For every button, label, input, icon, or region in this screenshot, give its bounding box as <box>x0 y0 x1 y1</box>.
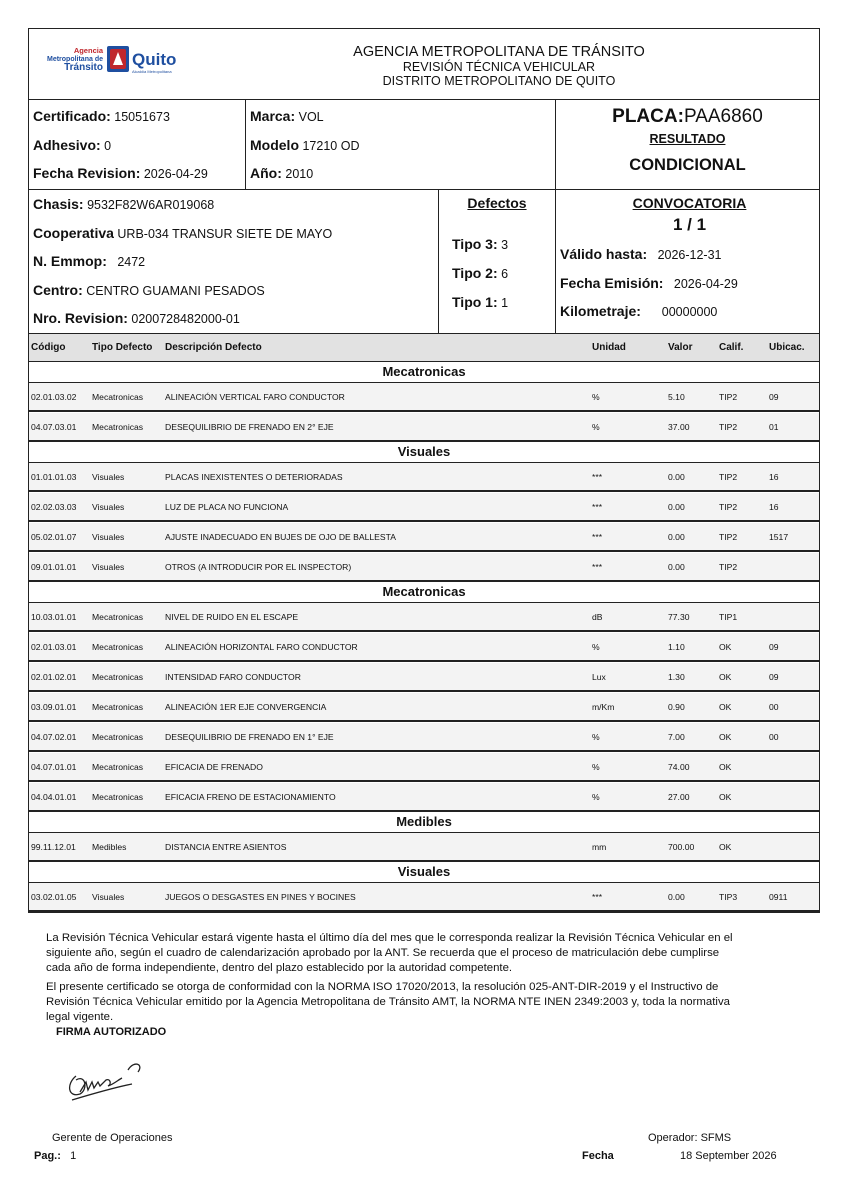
cell-tipo: Mecatronicas <box>92 761 144 772</box>
fecha-label: Fecha <box>582 1150 614 1162</box>
centro-field: Centro: CENTRO GUAMANI PESADOS <box>33 281 265 298</box>
centro-value: CENTRO GUAMANI PESADOS <box>86 283 265 298</box>
nro-revision-field: Nro. Revision: 0200728482000-01 <box>33 310 240 326</box>
cell-codigo: 02.02.03.03 <box>31 501 77 512</box>
cell-calif: OK <box>719 701 732 712</box>
page-number-value: 1 <box>70 1150 77 1162</box>
anio-field: Año: 2010 <box>250 165 314 181</box>
cell-calif: TIP2 <box>719 561 738 572</box>
cell-ubicac: 01 <box>769 421 779 432</box>
table-row <box>29 753 819 782</box>
cell-codigo: 04.07.03.01 <box>31 421 77 432</box>
convocatoria-block <box>556 190 819 333</box>
modelo-field: Modelo 17210 OD <box>250 136 360 153</box>
header-ubicac: Ubicac. <box>769 342 805 353</box>
header-codigo: Código <box>31 342 66 353</box>
marca-value: VOL <box>298 110 324 124</box>
chasis-field: Chasis: 9532F82W6AR019068 <box>33 196 215 212</box>
group-heading: Visuales <box>29 862 819 883</box>
cell-codigo: 04.07.02.01 <box>31 731 77 742</box>
table-row <box>29 723 819 752</box>
cell-unidad: % <box>592 791 600 802</box>
cell-tipo: Visuales <box>92 531 125 542</box>
cell-unidad: *** <box>592 501 603 512</box>
table-row <box>29 883 819 912</box>
cell-codigo: 03.02.01.05 <box>31 891 77 902</box>
convocatoria-heading: CONVOCATORIA <box>632 195 747 211</box>
header-calif: Calif. <box>719 342 744 353</box>
tipo3-field: Tipo 3: 3 <box>452 236 509 252</box>
fecha-revision-field: Fecha Revision: 2026-04-29 <box>33 165 208 181</box>
cell-valor: 0.00 <box>668 471 685 482</box>
group-heading: Mecatronicas <box>29 362 819 383</box>
registration-block <box>29 190 439 333</box>
valido-field: Válido hasta: 2026-12-31 <box>560 246 722 262</box>
adhesivo-field: Adhesivo: 0 <box>33 136 112 153</box>
cell-calif: OK <box>719 841 732 852</box>
km-field: Kilometraje: 00000000 <box>560 303 718 319</box>
cell-tipo: Mecatronicas <box>92 671 144 682</box>
cell-codigo: 02.01.02.01 <box>31 671 77 682</box>
cell-descripcion: JUEGOS O DESGASTES EN PINES Y BOCINES <box>165 891 356 902</box>
anio-value: 2010 <box>285 167 314 181</box>
cell-ubicac: 16 <box>769 471 779 482</box>
cell-unidad: *** <box>592 471 603 482</box>
result-block <box>556 100 819 189</box>
group-heading: Mecatronicas <box>29 582 819 603</box>
cell-valor: 77.30 <box>668 611 690 622</box>
tipo3-value: 3 <box>501 238 509 252</box>
tipo1-value: 1 <box>501 296 509 310</box>
cell-tipo: Visuales <box>92 561 125 572</box>
cell-tipo: Medibles <box>92 841 127 852</box>
cell-codigo: 04.07.01.01 <box>31 761 77 772</box>
logo-line-3: Tránsito <box>64 62 103 73</box>
cell-tipo: Mecatronicas <box>92 611 144 622</box>
cell-descripcion: LUZ DE PLACA NO FUNCIONA <box>165 501 289 512</box>
cell-ubicac: 09 <box>769 671 779 682</box>
cell-calif: OK <box>719 761 732 772</box>
cell-codigo: 01.01.01.03 <box>31 471 77 482</box>
cell-calif: OK <box>719 731 732 742</box>
vehicle-info-row <box>29 100 819 190</box>
handwritten-signature <box>62 1054 162 1110</box>
certificado-field: Certificado: 15051673 <box>33 108 170 124</box>
nro-revision-value: 0200728482000-01 <box>131 312 240 326</box>
cell-valor: 700.00 <box>668 841 695 852</box>
cell-calif: TIP2 <box>719 391 738 402</box>
cell-codigo: 05.02.01.07 <box>31 531 77 542</box>
cell-codigo: 99.11.12.01 <box>31 841 76 852</box>
adhesivo-value: 0 <box>104 138 112 153</box>
validity-paragraph: La Revisión Técnica Vehicular estará vigente hasta el último día del mes que le corresponda realizar la Revisión Técnica Vehicular en el siguiente año, según el cuadro de calendarización aprobado por la ANT. Se recuerda que el proceso de matriculación debe cumplirse cada año de forma independiente, dentro del plazo establecido por la autoridad competente. <box>46 932 733 974</box>
header-tipo: Tipo Defecto <box>92 342 153 353</box>
cell-ubicac: 1517 <box>769 531 789 542</box>
cell-valor: 5.10 <box>668 391 685 402</box>
emision-field: Fecha Emisión: 2026-04-29 <box>560 274 738 291</box>
gerente-label: Gerente de Operaciones <box>52 1132 173 1144</box>
header-valor: Valor <box>668 342 693 353</box>
document-header <box>29 29 819 100</box>
header-titles <box>209 44 789 88</box>
cell-valor: 0.90 <box>668 701 685 712</box>
logo-line-1: Agencia <box>73 46 103 55</box>
cell-unidad: m/Km <box>592 701 615 712</box>
logo-line-2: Metropolitana de <box>46 56 103 63</box>
cell-descripcion: PLACAS INEXISTENTES O DETERIORADAS <box>165 471 343 482</box>
cell-valor: 7.00 <box>668 731 685 742</box>
operador-label: Operador: SFMS <box>648 1132 732 1144</box>
tipo2-field: Tipo 2: 6 <box>452 265 509 281</box>
cell-calif: OK <box>719 791 732 802</box>
cooperativa-field: Cooperativa URB-034 TRANSUR SIETE DE MAYO <box>33 224 333 241</box>
table-row <box>29 523 819 552</box>
cell-codigo: 03.09.01.01 <box>31 701 77 712</box>
cell-valor: 27.00 <box>668 791 690 802</box>
fecha-revision-value: 2026-04-29 <box>143 167 208 181</box>
cell-descripcion: OTROS (A INTRODUCIR POR EL INSPECTOR) <box>165 561 352 572</box>
emmop-value: 2472 <box>117 255 146 269</box>
amt-quito-logo <box>35 43 187 79</box>
valido-value: 2026-12-31 <box>657 248 722 262</box>
cell-valor: 1.30 <box>668 671 685 682</box>
cell-calif: TIP2 <box>719 421 738 432</box>
cell-codigo: 10.03.01.01 <box>31 611 77 622</box>
cell-unidad: % <box>592 731 600 742</box>
cell-valor: 37.00 <box>668 421 690 432</box>
table-row <box>29 383 819 412</box>
cell-unidad: dB <box>592 611 603 622</box>
cell-unidad: mm <box>592 841 607 852</box>
legal-paragraph: El presente certificado se otorga de conformidad con la NORMA ISO 17020/2013, la resolución 025-ANT-DIR-2019 y el Instructivo de Revisión Técnica Vehicular emitido por la Agencia Metropolitana de Tránsito AMT, la NORMA NTE INEN 2349:2003 y, toda la normativa legal vigente. <box>46 981 730 1023</box>
certificate-frame <box>28 28 820 913</box>
cell-descripcion: EFICACIA FRENO DE ESTACIONAMIENTO <box>165 791 336 802</box>
table-row <box>29 413 819 442</box>
cell-ubicac: 16 <box>769 501 779 512</box>
emision-value: 2026-04-29 <box>673 276 738 291</box>
group-heading: Visuales <box>29 442 819 463</box>
table-row <box>29 463 819 492</box>
cell-unidad: % <box>592 761 600 772</box>
cell-calif: TIP2 <box>719 531 738 542</box>
cell-ubicac: 00 <box>769 731 779 742</box>
logo-quito: Quito <box>132 50 177 69</box>
cell-descripcion: DESEQUILIBRIO DE FRENADO EN 2° EJE <box>165 421 334 432</box>
cell-unidad: Lux <box>592 671 606 682</box>
modelo-value: 17210 OD <box>302 138 360 153</box>
agency-subtitle-1: REVISIÓN TÉCNICA VEHICULAR <box>402 60 596 74</box>
cell-valor: 0.00 <box>668 891 685 902</box>
resultado-label: RESULTADO <box>649 132 726 146</box>
logo-alcaldia: Alcaldía Metropolitana <box>132 69 172 74</box>
firma-label: FIRMA AUTORIZADO <box>56 1026 167 1038</box>
cell-calif: TIP1 <box>719 611 738 622</box>
table-row <box>29 633 819 662</box>
cell-calif: TIP2 <box>719 471 738 482</box>
agency-subtitle-2: DISTRITO METROPOLITANO DE QUITO <box>382 74 616 88</box>
cell-unidad: % <box>592 421 600 432</box>
table-row <box>29 663 819 692</box>
cell-tipo: Visuales <box>92 501 125 512</box>
cell-tipo: Visuales <box>92 891 125 902</box>
cell-ubicac: 09 <box>769 391 779 402</box>
header-descripcion: Descripción Defecto <box>165 342 262 353</box>
details-row <box>29 190 819 334</box>
cell-codigo: 09.01.01.01 <box>31 561 77 572</box>
chasis-value: 9532F82W6AR019068 <box>87 198 215 212</box>
cell-ubicac: 09 <box>769 641 779 652</box>
cell-codigo: 02.01.03.02 <box>31 391 77 402</box>
certificado-value: 15051673 <box>114 110 170 124</box>
placa-field: PLACA:PAA6860 <box>612 106 763 127</box>
resultado-value: CONDICIONAL <box>629 156 746 174</box>
cell-descripcion: ALINEACIÓN HORIZONTAL FARO CONDUCTOR <box>165 641 358 652</box>
cell-unidad: *** <box>592 561 603 572</box>
convocatoria-value: 1 / 1 <box>672 215 707 234</box>
certificate-block <box>29 100 246 189</box>
cell-calif: OK <box>719 671 732 682</box>
cell-descripcion: EFICACIA DE FRENADO <box>165 761 263 772</box>
cell-valor: 74.00 <box>668 761 690 772</box>
cell-valor: 0.00 <box>668 561 685 572</box>
table-row <box>29 833 819 862</box>
cell-unidad: *** <box>592 891 603 902</box>
cell-calif: TIP3 <box>719 891 738 902</box>
cell-descripcion: INTENSIDAD FARO CONDUCTOR <box>165 671 301 682</box>
defects-summary <box>439 190 556 333</box>
marca-field: Marca: VOL <box>250 108 324 124</box>
cell-codigo: 04.04.01.01 <box>31 791 77 802</box>
cell-unidad: % <box>592 391 600 402</box>
cooperativa-value: URB-034 TRANSUR SIETE DE MAYO <box>117 226 333 241</box>
cell-descripcion: DESEQUILIBRIO DE FRENADO EN 1° EJE <box>165 731 334 742</box>
cell-tipo: Mecatronicas <box>92 791 144 802</box>
cell-tipo: Mecatronicas <box>92 701 144 712</box>
cell-valor: 0.00 <box>668 501 685 512</box>
km-value: 00000000 <box>661 305 718 319</box>
cell-tipo: Visuales <box>92 471 125 482</box>
cell-tipo: Mecatronicas <box>92 391 144 402</box>
agency-title: AGENCIA METROPOLITANA DE TRÁNSITO <box>353 44 645 60</box>
tipo2-value: 6 <box>501 267 509 281</box>
cell-codigo: 02.01.03.01 <box>31 641 77 652</box>
cell-descripcion: DISTANCIA ENTRE ASIENTOS <box>165 841 287 852</box>
group-heading: Medibles <box>29 812 819 833</box>
cell-unidad: *** <box>592 531 603 542</box>
cell-tipo: Mecatronicas <box>92 421 144 432</box>
vehicle-block <box>246 100 556 189</box>
placa-value: PAA6860 <box>683 106 763 127</box>
cell-tipo: Mecatronicas <box>92 731 144 742</box>
page-number: Pag.: 1 <box>34 1150 77 1162</box>
cell-descripcion: ALINEACIÓN 1ER EJE CONVERGENCIA <box>165 701 327 712</box>
table-row <box>29 603 819 632</box>
cell-descripcion: NIVEL DE RUIDO EN EL ESCAPE <box>165 611 299 622</box>
tipo1-field: Tipo 1: 1 <box>452 294 509 310</box>
cell-calif: OK <box>719 641 732 652</box>
table-row <box>29 553 819 582</box>
cell-ubicac: 00 <box>769 701 779 712</box>
fecha-value: 18 September 2026 <box>680 1150 777 1162</box>
emmop-field: N. Emmop: 2472 <box>33 253 146 269</box>
defectos-heading: Defectos <box>467 195 527 211</box>
header-unidad: Unidad <box>592 342 626 353</box>
table-row <box>29 493 819 522</box>
table-row <box>29 693 819 722</box>
cell-valor: 1.10 <box>668 641 685 652</box>
defects-table-body <box>29 362 819 912</box>
cell-ubicac: 0911 <box>769 891 788 902</box>
cell-unidad: % <box>592 641 600 652</box>
cell-valor: 0.00 <box>668 531 685 542</box>
table-row <box>29 783 819 812</box>
cell-calif: TIP2 <box>719 501 738 512</box>
cell-descripcion: ALINEACIÓN VERTICAL FARO CONDUCTOR <box>165 391 345 402</box>
cell-descripcion: AJUSTE INADECUADO EN BUJES DE OJO DE BALLESTA <box>165 531 396 542</box>
cell-tipo: Mecatronicas <box>92 641 144 652</box>
